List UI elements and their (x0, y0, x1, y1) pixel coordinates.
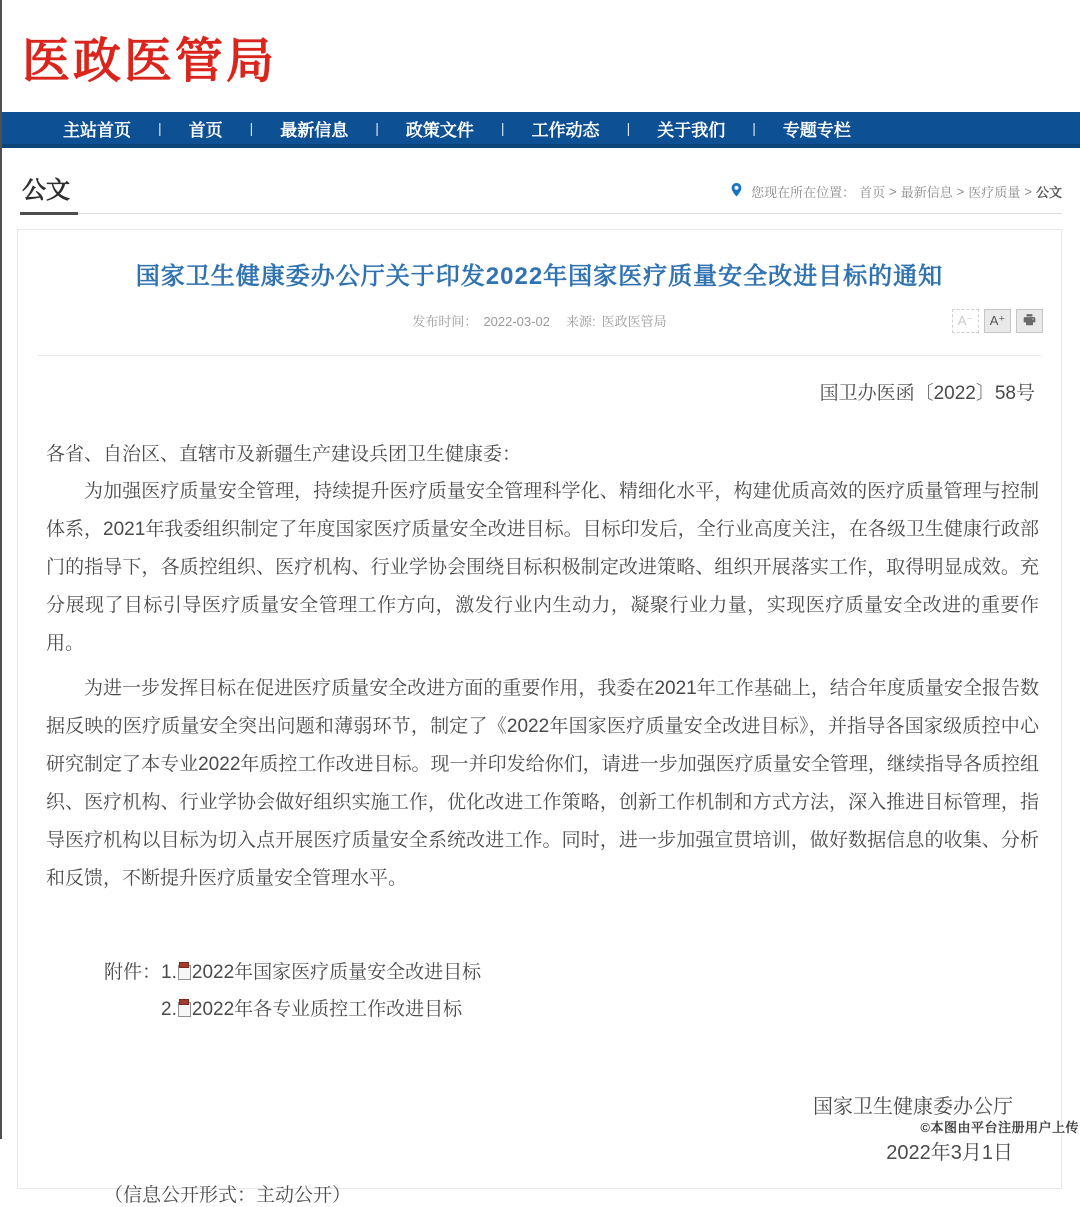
breadcrumb-separator: > (1024, 184, 1032, 199)
signer-name: 国家卫生健康委办公厅 (813, 1096, 1013, 1118)
nav-separator: | (500, 120, 505, 136)
nav-separator: | (249, 120, 254, 136)
attachment-number: 1. (161, 962, 177, 983)
sign-date: 2022年3月1日 (886, 1142, 1013, 1164)
breadcrumb-separator: > (889, 184, 897, 199)
nav-item-latest-news[interactable]: 最新信息 (280, 120, 349, 140)
attachment-file-icon (178, 1002, 191, 1017)
breadcrumb-separator: > (956, 184, 965, 199)
signature-block (18, 1084, 1013, 1176)
attachments-list (161, 954, 481, 1028)
nav-item-about-us[interactable]: 关于我们 (657, 120, 726, 140)
font-larger-button[interactable]: A⁺ (984, 309, 1011, 333)
attachment-name: 2022年国家医疗质量安全改进目标 (191, 962, 482, 983)
nav-separator: | (626, 120, 631, 136)
attachment-link-1[interactable] (161, 962, 481, 983)
body-paragraph: 为加强医疗质量安全管理，持续提升医疗质量安全管理科学化、精细化水平，构建优质高效的医疗质量管理与控制体系，2021年我委组织制定了年度国家医疗质量安全改进目标。目标印发后，全行业高度关注，在各级卫生健康行政部门的指导下，各质控组织、医疗机构、行业学协会围绕目标积极制定改进策略、组织开展落实工作，取得明显成效。充分展现了目标引导医疗质量安全管理工作方向，激发行业内生动力，凝聚行业力量，实现医疗质量安全改进的重要作用。 (46, 481, 1039, 654)
site-header (0, 0, 1080, 112)
attachment-number: 2. (161, 999, 177, 1020)
breadcrumb-link-latest-news[interactable]: 最新信息 (900, 185, 953, 200)
nav-separator: | (752, 120, 756, 136)
source-label: 来源: (565, 314, 596, 329)
breadcrumb-location-label: 您现在所在位置： (751, 185, 856, 200)
attachments-label: 附件： (104, 962, 162, 983)
meta-divider (38, 355, 1041, 356)
breadcrumb (730, 182, 1062, 213)
attachments-section (104, 954, 1061, 1028)
section-breadcrumb-row (20, 170, 1062, 214)
font-smaller-button[interactable]: A⁻ (952, 309, 979, 333)
nav-item-work-updates[interactable]: 工作动态 (531, 120, 600, 140)
body-paragraph: 为进一步发挥目标在促进医疗质量安全改进方面的重要作用，我委在2021年工作基础上，结合年度质量安全报告数据反映的医疗质量安全突出问题和薄弱环节，制定了《2022年国家医疗质量安全改进目标》，并指导各国家级质控中心研究制定了本专业2022年质控工作改进目标。现一并印发给你们，请进一步加强医疗质量安全管理，继续指导各质控组织、医疗机构、行业学协会做好组织实施工作，优化改进工作策略，创新工作机制和方式方法，深入推进目标管理，指导医疗机构以目标为切入点开展医疗质量安全系统改进工作。同时，进一步加强宣贯培训，做好数据信息的收集、分析和反馈，不断提升医疗质量安全管理水平。 (46, 678, 1039, 889)
publish-date: 2022-03-02 (483, 314, 550, 329)
main-nav (0, 112, 1080, 148)
attachment-file-icon (178, 965, 191, 980)
salutation: 各省、自治区、直辖市及新疆生产建设兵团卫生健康委： (46, 444, 522, 465)
nav-item-policy-documents[interactable]: 政策文件 (405, 120, 474, 140)
breadcrumb-current: 公文 (1035, 185, 1062, 200)
document-number: 国卫办医函〔2022〕58号 (819, 383, 1035, 404)
site-logo[interactable]: 医政医管局 (22, 34, 278, 88)
article-meta-row (18, 309, 1061, 339)
printer-icon (1022, 313, 1037, 330)
breadcrumb-link-home[interactable]: 首页 (859, 185, 886, 200)
attachment-link-2[interactable] (161, 999, 462, 1020)
nav-item-main-home[interactable]: 主站首页 (63, 120, 131, 140)
print-button[interactable] (1016, 309, 1043, 333)
platform-watermark: ©本图由平台注册用户上传 (920, 1120, 1079, 1135)
nav-item-special-topics[interactable]: 专题专栏 (782, 120, 851, 140)
screenshot-left-edge (0, 0, 2, 1139)
publish-time-label: 发布时间： (412, 314, 478, 329)
disclosure-note: （信息公开形式：主动公开） (104, 1185, 352, 1206)
nav-separator: | (158, 120, 162, 136)
breadcrumb-link-medical-quality[interactable]: 医疗质量 (968, 185, 1021, 200)
article-content-box (17, 229, 1062, 1206)
nav-item-home[interactable]: 首页 (188, 120, 223, 140)
source-value: 医政医管局 (601, 314, 667, 329)
article-toolbar (952, 309, 1043, 333)
attachment-name: 2022年各专业质控工作改进目标 (191, 999, 463, 1020)
article-meta (18, 309, 1061, 335)
location-pin-icon (730, 182, 743, 201)
nav-separator: | (375, 120, 379, 136)
article-title: 国家卫生健康委办公厅关于印发2022年国家医疗质量安全改进目标的通知 (135, 263, 944, 290)
section-title: 公文 (20, 170, 78, 215)
